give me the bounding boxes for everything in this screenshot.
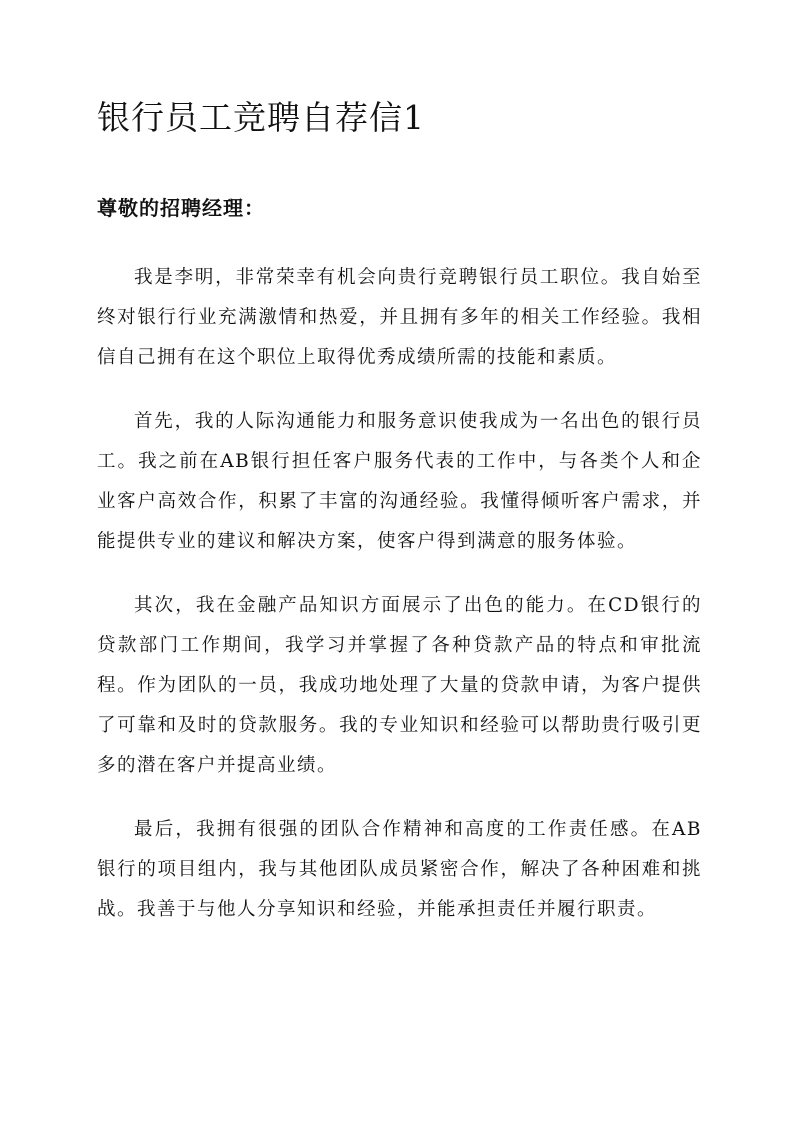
paragraph-financial-knowledge: 其次，我在金融产品知识方面展示了出色的能力。在CD银行的贷款部门工作期间，我学习并掌握了各种贷款产品的特点和审批流程。作为团队的一员，我成功地处理了大量的贷款申请，为客户提供了可靠和及时的贷款服务。我的专业知识和经验可以帮助贵行吸引更多的潜在客户并提高业绩。 [97, 595, 702, 776]
letter-body [97, 222, 702, 930]
paragraph-teamwork: 最后，我拥有很强的团队合作精神和高度的工作责任感。在AB银行的项目组内，我与其他团队成员紧密合作，解决了各种困难和挑战。我善于与他人分享知识和经验，并能承担责任并履行职责。 [97, 819, 702, 920]
salutation: 尊敬的招聘经理： [97, 196, 265, 220]
paragraph-intro: 我是李明，非常荣幸有机会向贵行竞聘银行员工职位。我自始至终对银行行业充满激情和热爱，并且拥有多年的相关工作经验。我相信自己拥有在这个职位上取得优秀成绩所需的技能和素质。 [97, 267, 702, 368]
document-title: 银行员工竞聘自荐信1 [97, 98, 425, 137]
paragraph-communication-skills: 首先，我的人际沟通能力和服务意识使我成为一名出色的银行员工。我之前在AB银行担任客户服务代表的工作中，与各类个人和企业客户高效合作，积累了丰富的沟通经验。我懂得倾听客户需求，并能提供专业的建议和解决方案，使客户得到满意的服务体验。 [97, 411, 702, 552]
